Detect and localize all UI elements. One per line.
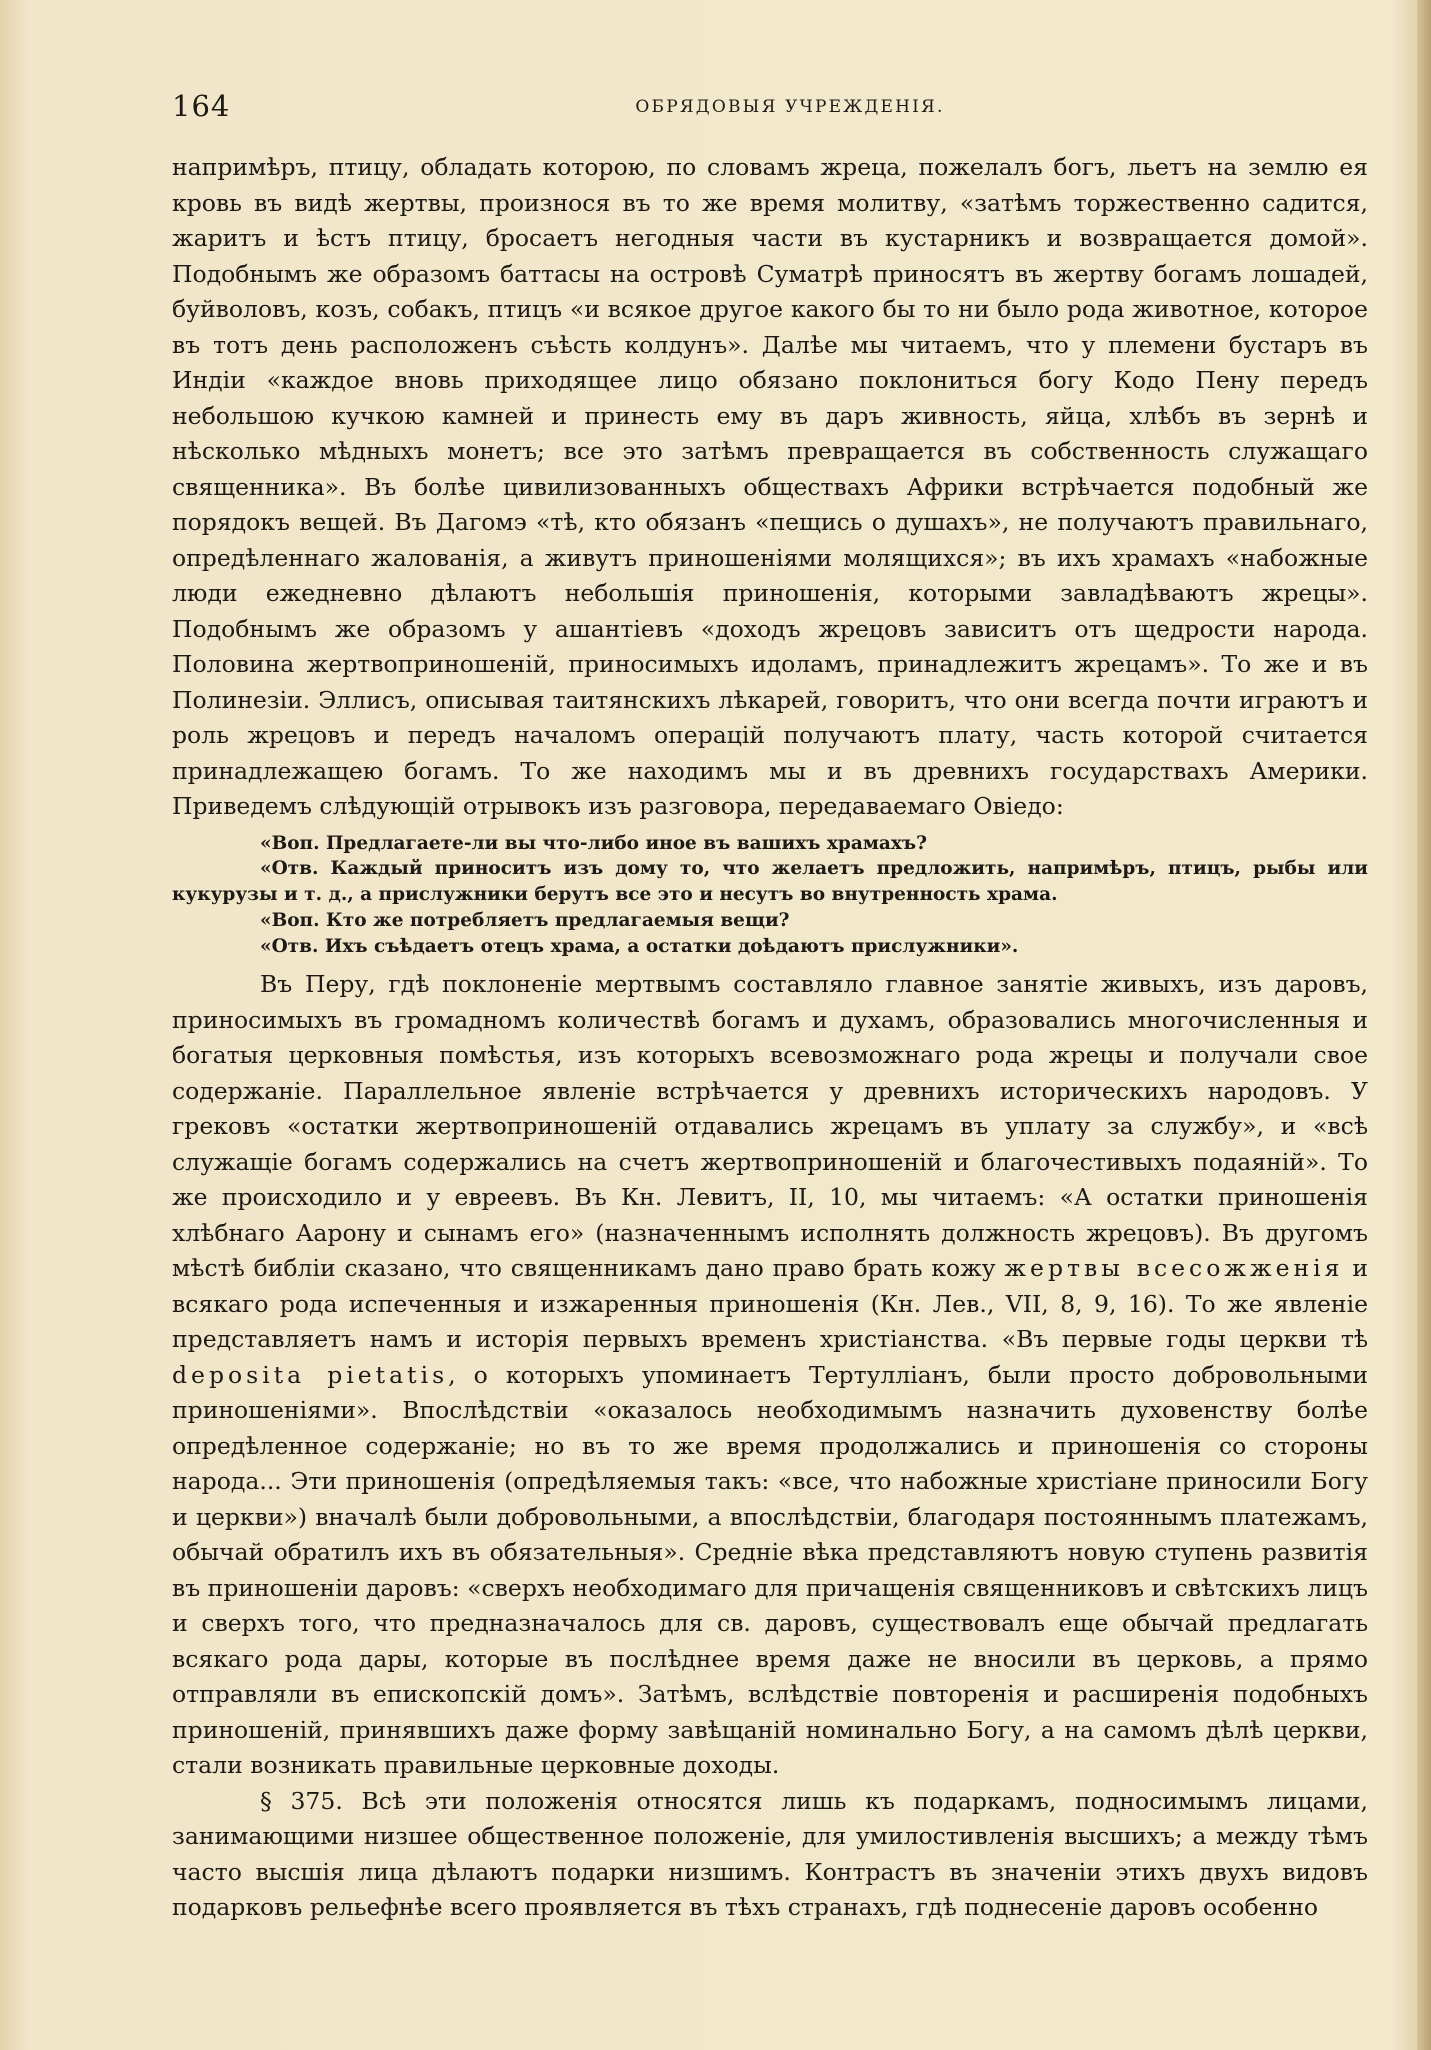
body-text — [172, 150, 1368, 1926]
page-edge — [1417, 0, 1431, 2050]
paragraph-2 — [172, 967, 1368, 1784]
page-number: 164 — [172, 89, 231, 123]
dialogue-line: «Воп. Предлагаете-ли вы что-либо иное въ вашихъ храмахъ? — [260, 832, 927, 854]
paragraph-2-text-c: , о которыхъ упоминаетъ Тертулліанъ, были просто добровольными приношеніями». Впослѣдствіи «оказалось необходимымъ назначить духовенству болѣе опредѣленное содержаніе; но въ то же время продолжались и приношенія со стороны народа... Эти приношенія (опредѣляемыя такъ: «все, что набожные христіане приносили Богу и церкви») вначалѣ были добровольными, а впослѣдствіи, благодаря постояннымъ платежамъ, обычай обратилъ ихъ въ обязательныя». Средніе вѣка представляютъ новую ступень развитія въ приношеніи даровъ: «сверхъ необходимаго для причащенія священниковъ и свѣтскихъ лицъ и сверхъ того, что предназначалось для св. даровъ, существовалъ еще обычай предлагать всякаго рода дары, которые въ послѣднее время даже не вносили въ церковь, а прямо отправляли въ епископскій домъ». Затѣмъ, вслѣдствіе повторенія и расширенія подобныхъ приношеній, принявшихъ даже форму завѣщаній номинально Богу, а на самомъ дѣлѣ церкви, стали возникать правильные церковные доходы. — [172, 1360, 1368, 1780]
paragraph-2-text-a: Въ Перу, гдѣ поклоненіе мертвымъ составляло главное занятіе живыхъ, изъ даровъ, приносимыхъ въ громадномъ количествѣ богамъ и духамъ, образовались многочисленныя и богатыя церковныя помѣстья, изъ которыхъ всевозможнаго рода жрецы и получали свое содержаніе. Параллельное явленіе встрѣчается у древнихъ историческихъ народовъ. У грековъ «остатки жертвоприношеній отдавались жрецамъ въ уплату за службу», и «всѣ служащіе богамъ содержались на счетъ жертвоприношеній и благочестивыхъ подаяній». То же происходило и у евреевъ. Въ Кн. Левитъ, II, 10, мы читаемъ: «А остатки приношенія хлѣбнаго Аарону и сынамъ его» (назначеннымъ исполнять должность жрецовъ). Въ другомъ мѣстѣ библіи сказано, что священникамъ дано право брать кожу — [172, 970, 1368, 1283]
dialogue-quote — [172, 831, 1368, 960]
latin-phrase: deposita pietatis — [172, 1360, 449, 1389]
dialogue-line: «Воп. Кто же потребляетъ предлагаемыя вещи? — [260, 909, 790, 931]
paragraph-1: напримѣръ, птицу, обладать которою, по словамъ жреца, пожелалъ богъ, льетъ на землю ея кровь въ видѣ жертвы, произнося въ то же время молитву, «затѣмъ торжественно садится, жаритъ и ѣстъ птицу, бросаетъ негодныя части въ кустарникъ и возвращается домой». Подобнымъ же образомъ баттасы на островѣ Суматрѣ приносятъ въ жертву богамъ лошадей, буйволовъ, козъ, собакъ, птицъ «и всякое другое какого бы то ни было рода животное, которое въ тотъ день расположенъ съѣсть колдунъ». Далѣе мы читаемъ, что у племени бустаръ въ Индіи «каждое вновь приходящее лицо обязано поклониться богу Кодо Пену передъ небольшою кучкою камней и принесть ему въ даръ живность, яйца, хлѣбъ въ зернѣ и нѣсколько мѣдныхъ монетъ; все это затѣмъ превращается въ собственность служащаго священника». Въ болѣе цивилизованныхъ обществахъ Африки встрѣчается подобный же порядокъ вещей. Въ Дагомэ «тѣ, кто обязанъ «пещись о душахъ», не получаютъ правильнаго, опредѣленнаго жалованія, а живутъ приношеніями молящихся»; въ ихъ храмахъ «набожные люди ежедневно дѣлаютъ небольшія приношенія, которыми завладѣваютъ жрецы». Подобнымъ же образомъ у ашантіевъ «доходъ жрецовъ зависитъ отъ щедрости народа. Половина жертвоприношеній, приносимыхъ идоламъ, принадлежитъ жрецамъ». То же и въ Полинезіи. Эллисъ, описывая таитянскихъ лѣкарей, говоритъ, что они всегда почти играютъ и роль жрецовъ и передъ началомъ операцій получаютъ плату, часть которой считается принадлежащею богамъ. То же находимъ мы и въ древнихъ государствахъ Америки. Приведемъ слѣдующій отрывокъ изъ разговора, передаваемаго Овіедо: — [172, 153, 1368, 820]
spaced-phrase: жертвы всесожженія — [1004, 1254, 1344, 1283]
dialogue-line: «Отв. Ихъ съѣдаетъ отецъ храма, а остатки доѣдаютъ прислужники». — [260, 935, 1019, 957]
running-title: ОБРЯДОВЫЯ УЧРЕЖДЕНІЯ. — [635, 97, 945, 117]
paragraph-3: § 375. Всѣ эти положенія относятся лишь къ подаркамъ, подносимымъ лицами, занимающими низшее общественное положеніе, для умилостивленія высшихъ; а между тѣмъ часто высшія лица дѣлаютъ подарки низшимъ. Контрастъ въ значеніи этихъ двухъ видовъ подарковъ рельефнѣе всего проявляется въ тѣхъ странахъ, гдѣ поднесеніе даровъ особенно — [172, 1786, 1368, 1922]
paragraph-2-text-b: и всякаго рода испеченныя и изжаренныя приношенія (Кн. Лев., VII, 8, 9, 16). То же явленіе представляетъ намъ и исторія первыхъ временъ христіанства. «Въ первые годы церкви тѣ — [172, 1254, 1368, 1354]
dialogue-line: «Отв. Каждый приноситъ изъ дому то, что желаетъ предложить, напримѣръ, птицъ, рыбы или кукурузы и т. д., а прислужники берутъ все это и несутъ во внутренность храма. — [172, 858, 1368, 906]
page-header — [172, 88, 1368, 128]
